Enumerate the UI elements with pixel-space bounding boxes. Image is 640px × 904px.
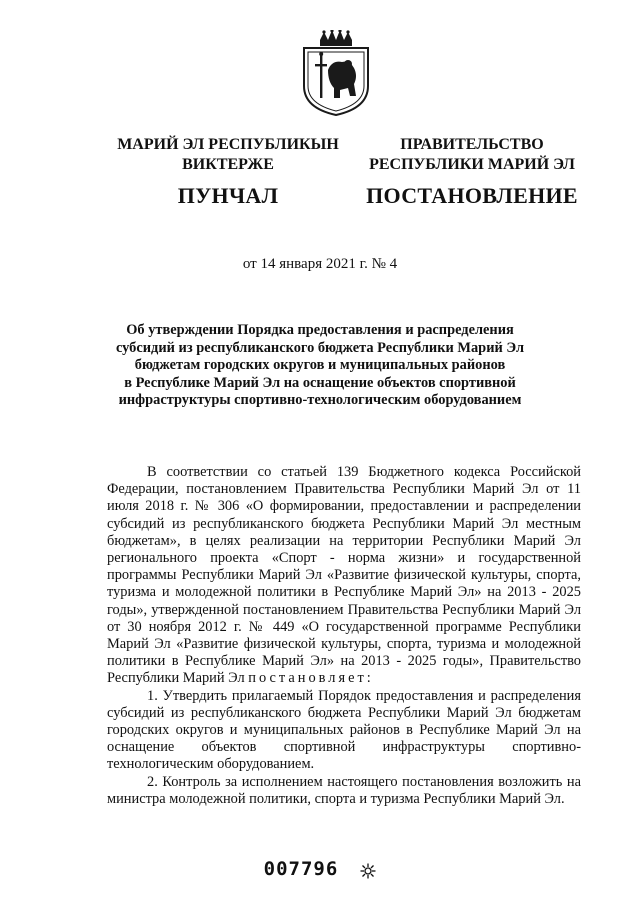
header-right-line1: ПРАВИТЕЛЬСТВО <box>400 136 544 153</box>
serial-number: 007796 <box>263 858 339 880</box>
body-paragraph-item-2: 2. Контроль за исполнением настоящего постановления возложить на министра молодежной политики, спорта и туризма Республики Марий Эл. <box>107 773 581 807</box>
preamble-text: В соответствии со статьей 139 Бюджетного кодекса Российской Федерации, постановлением Правительства Республики Марий Эл от 11 июля 2018 г. № 306 «О формировании, предоставлении и распределении субсидий из республиканского бюджета Республики Марий Эл местным бюджетам», в целях реализации на территории Республики Марий Эл регионального проекта «Спорт - норма жизни» и государственной программы Республики Марий Эл «Развитие физической культуры, спорта, туризма и молодежной политики в Республике Марий Эл» на 2013 - 2025 годы», утвержденной постановлением Правительства Республики Марий Эл от 30 ноября 2012 г. № 449 «О государственной программе Республики Марий Эл «Развитие физической культуры, спорта, туризма и молодежной политики в Республике Марий Эл» на 2013 - 2025 годы», Правительство Республики Марий Эл <box>107 464 581 687</box>
title-line: Об утверждении Порядка предоставления и распределения <box>126 322 514 338</box>
date-day: 14 <box>260 256 276 272</box>
document-serial <box>0 858 640 880</box>
coat-of-arms-icon <box>298 30 374 116</box>
title-line: бюджетам городских округов и муниципальных районов <box>134 357 506 374</box>
header-left-line1: МАРИЙ ЭЛ РЕСПУБЛИКЫН <box>117 136 339 153</box>
title-line: в Республике Марий Эл на оснащение объектов спортивной <box>124 374 516 391</box>
document-body <box>107 464 581 808</box>
header-right-line2: РЕСПУБЛИКИ МАРИЙ ЭЛ <box>369 156 575 173</box>
header-left-doc-type: ПУНЧАЛ <box>177 183 279 208</box>
body-paragraph-item-1: 1. Утвердить прилагаемый Порядок предоставления и распределения субсидий из республиканского бюджета Республики Марий Эл бюджетам городских округов и муниципальных районов в Республике Марий Эл на оснащение объектов спортивной инфраструктуры спортивно-технологическим оборудованием. <box>107 687 581 773</box>
document-title <box>95 322 545 410</box>
date-number: 4 <box>389 256 398 272</box>
header-russian-block <box>352 135 592 211</box>
date-prefix: от <box>242 256 257 272</box>
header-mari-block <box>108 135 348 211</box>
date-month-year: января 2021 г. № <box>279 256 386 272</box>
header-right-doc-type: ПОСТАНОВЛЕНИЕ <box>366 183 578 208</box>
header-left-line2: ВИКТЕРЖЕ <box>182 156 274 173</box>
document-date <box>0 256 640 273</box>
preamble-verb: постановляет: <box>248 670 374 687</box>
title-line: субсидий из республиканского бюджета Республики Марий Эл <box>115 339 525 356</box>
title-line: инфраструктуры спортивно-технологическим оборудованием <box>118 392 522 409</box>
body-paragraph-preamble <box>107 464 581 688</box>
ornament-icon <box>360 863 376 879</box>
